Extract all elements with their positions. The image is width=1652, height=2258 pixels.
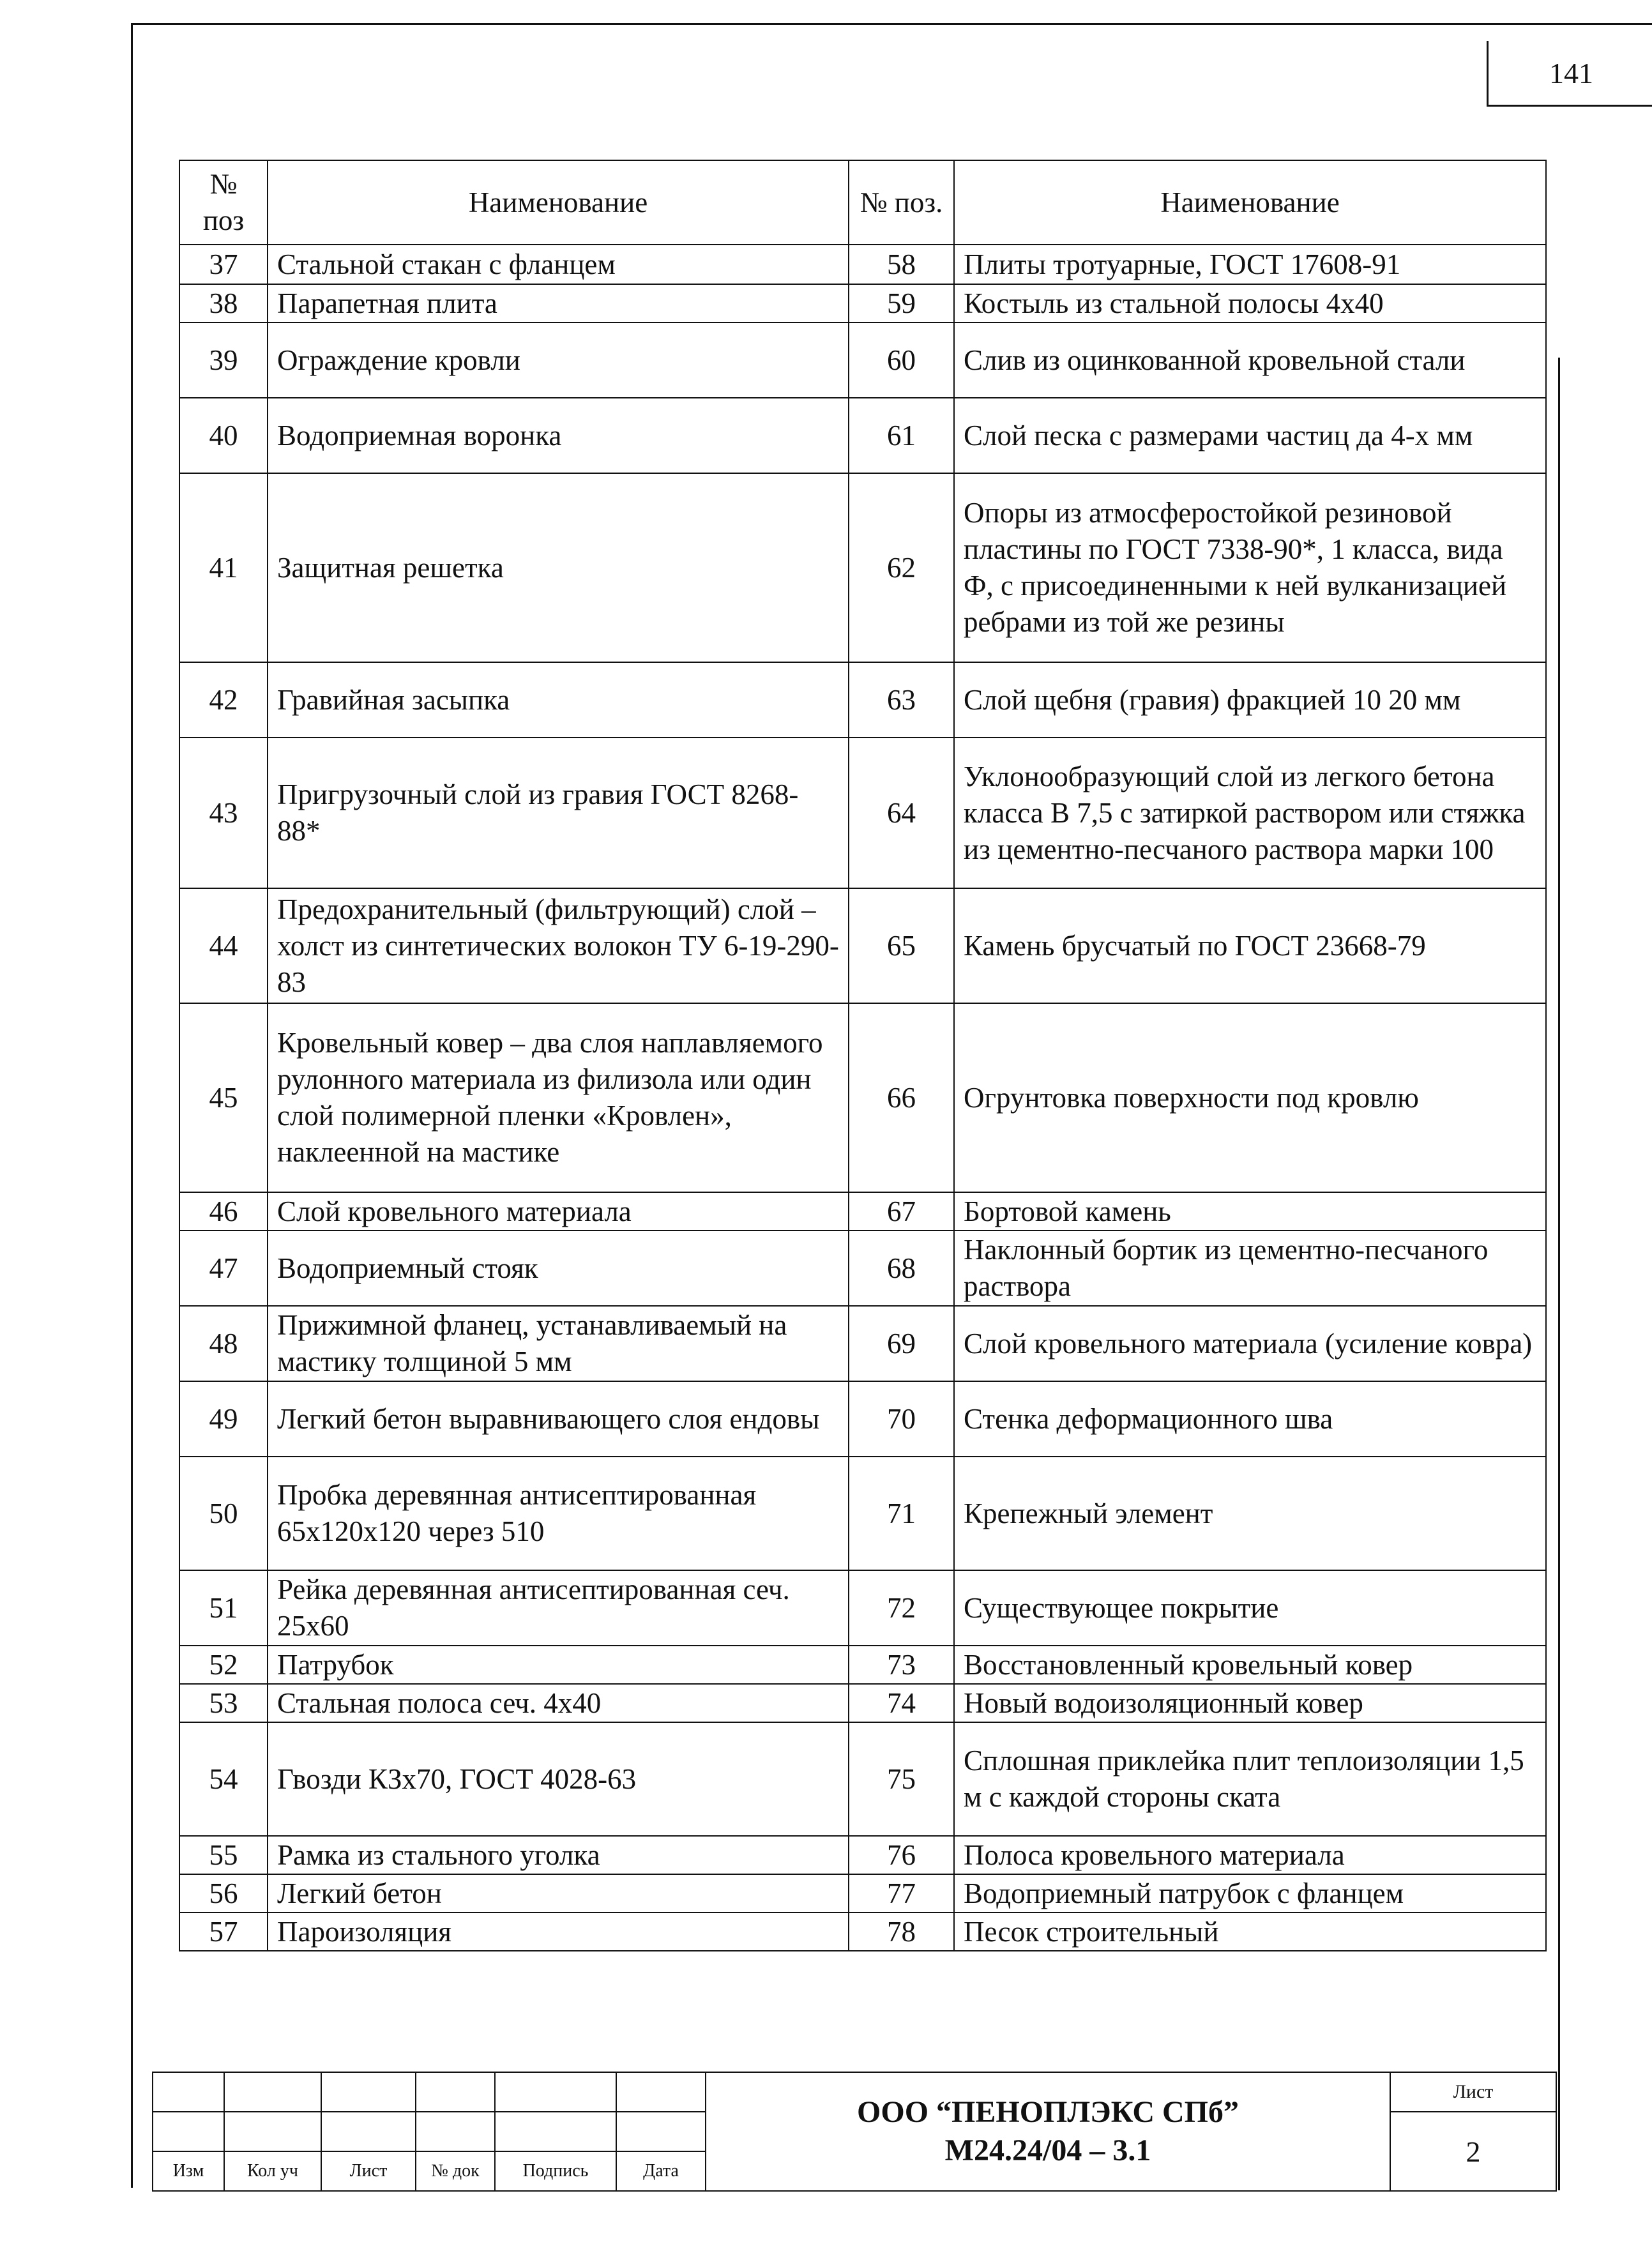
item-name-right: Плиты тротуарные, ГОСТ 17608-91 <box>954 245 1546 284</box>
table-row <box>179 1306 1546 1381</box>
document-code: М24.24/04 – 3.1 <box>944 2133 1151 2167</box>
stamp-cell <box>224 2112 321 2151</box>
table-row <box>179 662 1546 738</box>
header-pos-right: № поз. <box>849 160 954 245</box>
position-number-left: 47 <box>179 1231 268 1306</box>
item-name-right: Полоса кровельного материала <box>954 1836 1546 1874</box>
position-number-right: 69 <box>849 1306 954 1381</box>
item-name-left: Стальная полоса сеч. 4х40 <box>268 1684 849 1722</box>
item-name-left: Слой кровельного материала <box>268 1192 849 1231</box>
position-number-left: 55 <box>179 1836 268 1874</box>
position-number-left: 57 <box>179 1913 268 1951</box>
item-name-left: Гравийная засыпка <box>268 662 849 738</box>
item-name-right: Крепежный элемент <box>954 1457 1546 1570</box>
stamp-cell <box>416 2072 495 2112</box>
item-name-right: Сплошная приклейка плит теплоизоляции 1,5 м с каждой стороны ската <box>954 1722 1546 1836</box>
stamp-cell <box>321 2072 416 2112</box>
position-number-left: 38 <box>179 284 268 322</box>
position-number-left: 37 <box>179 245 268 284</box>
position-number-left: 43 <box>179 738 268 888</box>
position-number-right: 68 <box>849 1231 954 1306</box>
position-number-right: 77 <box>849 1874 954 1913</box>
label-list: Лист <box>321 2151 416 2191</box>
item-name-left: Пригрузочный слой из гравия ГОСТ 8268-88* <box>268 738 849 888</box>
item-name-right: Слив из оцинкованной кровельной стали <box>954 322 1546 398</box>
item-name-right: Наклонный бортик из цементно-песчаного раствора <box>954 1231 1546 1306</box>
table-row <box>179 473 1546 662</box>
title-block <box>152 2072 1557 2192</box>
position-number-left: 54 <box>179 1722 268 1836</box>
item-name-right: Слой щебня (гравия) фракцией 10 20 мм <box>954 662 1546 738</box>
position-number-left: 46 <box>179 1192 268 1231</box>
position-number-right: 71 <box>849 1457 954 1570</box>
item-name-right: Песок строительный <box>954 1913 1546 1951</box>
table-row <box>179 1570 1546 1646</box>
frame-right-border <box>1558 358 1560 2190</box>
position-number-right: 58 <box>849 245 954 284</box>
stamp-cell <box>495 2112 616 2151</box>
item-name-right: Опоры из атмосферостойкой резиновой пластины по ГОСТ 7338-90*, 1 класса, вида Ф, с присоединенными к ней вулканизацией ребрами из той же резины <box>954 473 1546 662</box>
label-signature: Подпись <box>495 2151 616 2191</box>
page-number: 141 <box>1487 41 1652 107</box>
table-row <box>179 1381 1546 1457</box>
position-number-right: 72 <box>849 1570 954 1646</box>
position-number-left: 53 <box>179 1684 268 1722</box>
table-row <box>179 1646 1546 1684</box>
table-row <box>179 1003 1546 1192</box>
header-name-right: Наименование <box>954 160 1546 245</box>
position-number-left: 42 <box>179 662 268 738</box>
table-row <box>179 1192 1546 1231</box>
position-number-right: 70 <box>849 1381 954 1457</box>
position-number-left: 52 <box>179 1646 268 1684</box>
position-number-right: 67 <box>849 1192 954 1231</box>
position-number-right: 59 <box>849 284 954 322</box>
position-number-right: 65 <box>849 888 954 1003</box>
company-name: ООО “ПЕНОПЛЭКС СПб” <box>857 2095 1239 2129</box>
item-name-right: Водоприемный патрубок с фланцем <box>954 1874 1546 1913</box>
position-number-right: 75 <box>849 1722 954 1836</box>
item-name-left: Рейка деревянная антисептированная сеч. 25х60 <box>268 1570 849 1646</box>
position-number-right: 73 <box>849 1646 954 1684</box>
table-row <box>179 322 1546 398</box>
table-row <box>179 284 1546 322</box>
sheet-value: 2 <box>1390 2112 1556 2191</box>
position-number-right: 62 <box>849 473 954 662</box>
item-name-left: Прижимной фланец, устанавливаемый на мастику толщиной 5 мм <box>268 1306 849 1381</box>
table-row <box>179 398 1546 473</box>
stamp-cell <box>416 2112 495 2151</box>
stamp-cell <box>153 2112 224 2151</box>
stamp-cell <box>153 2072 224 2112</box>
stamp-company-block <box>706 2072 1390 2191</box>
item-name-right: Существующее покрытие <box>954 1570 1546 1646</box>
item-name-left: Легкий бетон выравнивающего слоя ендовы <box>268 1381 849 1457</box>
table-row <box>179 1457 1546 1570</box>
item-name-left: Предохранительный (фильтрующий) слой – холст из синтетических волокон ТУ 6-19-290-83 <box>268 888 849 1003</box>
header-name-left: Наименование <box>268 160 849 245</box>
position-number-left: 39 <box>179 322 268 398</box>
position-number-left: 41 <box>179 473 268 662</box>
stamp-cell <box>495 2072 616 2112</box>
label-izm: Изм <box>153 2151 224 2191</box>
position-number-right: 66 <box>849 1003 954 1192</box>
item-name-right: Слой кровельного материала (усиление ковра) <box>954 1306 1546 1381</box>
position-number-left: 51 <box>179 1570 268 1646</box>
item-name-right: Слой песка с размерами частиц да 4-х мм <box>954 398 1546 473</box>
item-name-left: Кровельный ковер – два слоя наплавляемого рулонного материала из филизола или один слой полимерной пленки «Кровлен», наклеенной на мастике <box>268 1003 849 1192</box>
item-name-left: Рамка из стального уголка <box>268 1836 849 1874</box>
item-name-left: Пароизоляция <box>268 1913 849 1951</box>
table-row <box>179 1913 1546 1951</box>
table-row <box>179 738 1546 888</box>
table-header-row <box>179 160 1546 245</box>
position-number-right: 74 <box>849 1684 954 1722</box>
position-number-left: 40 <box>179 398 268 473</box>
table-row <box>179 1874 1546 1913</box>
table-row <box>179 1722 1546 1836</box>
position-number-right: 78 <box>849 1913 954 1951</box>
frame-top-border <box>131 23 1652 25</box>
table-row <box>179 888 1546 1003</box>
stamp-cell <box>616 2112 706 2151</box>
position-number-left: 50 <box>179 1457 268 1570</box>
item-name-left: Защитная решетка <box>268 473 849 662</box>
position-number-left: 44 <box>179 888 268 1003</box>
item-name-left: Пробка деревянная антисептированная 65х120х120 через 510 <box>268 1457 849 1570</box>
table-row <box>179 1836 1546 1874</box>
stamp-cell <box>321 2112 416 2151</box>
position-number-left: 45 <box>179 1003 268 1192</box>
label-kol-uch: Кол уч <box>224 2151 321 2191</box>
item-name-left: Патрубок <box>268 1646 849 1684</box>
table-row <box>179 245 1546 284</box>
item-name-right: Бортовой камень <box>954 1192 1546 1231</box>
item-name-right: Уклонообразующий слой из легкого бетона класса В 7,5 с затиркой раствором или стяжка из цементно-песчаного раствора марки 100 <box>954 738 1546 888</box>
item-name-left: Гвозди КЗх70, ГОСТ 4028-63 <box>268 1722 849 1836</box>
table-row <box>179 1231 1546 1306</box>
header-pos-left: № поз <box>179 160 268 245</box>
specification-table <box>179 160 1547 1951</box>
item-name-left: Ограждение кровли <box>268 322 849 398</box>
table-row <box>179 1684 1546 1722</box>
position-number-right: 64 <box>849 738 954 888</box>
position-number-right: 61 <box>849 398 954 473</box>
item-name-left: Легкий бетон <box>268 1874 849 1913</box>
item-name-left: Водоприемный стояк <box>268 1231 849 1306</box>
position-number-left: 56 <box>179 1874 268 1913</box>
position-number-right: 60 <box>849 322 954 398</box>
position-number-left: 49 <box>179 1381 268 1457</box>
position-number-right: 76 <box>849 1836 954 1874</box>
item-name-right: Восстановленный кровельный ковер <box>954 1646 1546 1684</box>
sheet-label: Лист <box>1390 2072 1556 2112</box>
item-name-right: Камень брусчатый по ГОСТ 23668-79 <box>954 888 1546 1003</box>
item-name-right: Костыль из стальной полосы 4х40 <box>954 284 1546 322</box>
item-name-left: Стальной стакан с фланцем <box>268 245 849 284</box>
item-name-left: Водоприемная воронка <box>268 398 849 473</box>
item-name-left: Парапетная плита <box>268 284 849 322</box>
item-name-right: Стенка деформационного шва <box>954 1381 1546 1457</box>
position-number-left: 48 <box>179 1306 268 1381</box>
stamp-cell <box>224 2072 321 2112</box>
label-doc-no: № док <box>416 2151 495 2191</box>
frame-left-border <box>131 23 133 2188</box>
item-name-right: Огрунтовка поверхности под кровлю <box>954 1003 1546 1192</box>
stamp-cell <box>616 2072 706 2112</box>
position-number-right: 63 <box>849 662 954 738</box>
label-date: Дата <box>616 2151 706 2191</box>
item-name-right: Новый водоизоляционный ковер <box>954 1684 1546 1722</box>
